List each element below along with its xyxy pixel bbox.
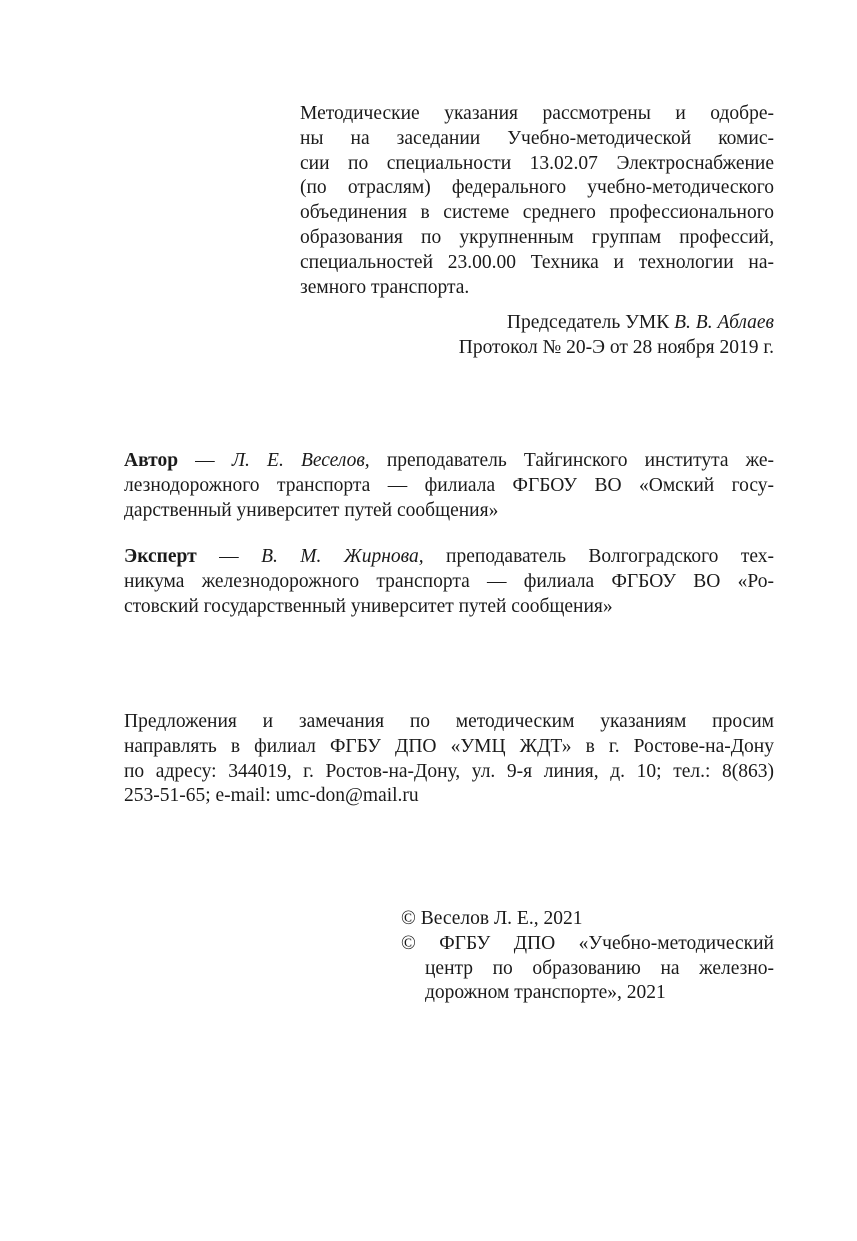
approval-line: ны на заседании Учебно-методической комис- [300,127,774,149]
contacts-line: направлять в филиал ФГБУ ДПО «УМЦ ЖДТ» в г. Ростове-на-Дону [124,735,774,757]
approval-line: образования по укрупненным группам профессий, [300,226,774,248]
expert-line [124,545,774,570]
expert-line1-text: преподаватель Волгоградского тех- [423,546,775,567]
author-line: дарственный университет путей сообщения» [124,499,499,521]
copyright-line: © ФГБУ ДПО «Учебно-методический [401,932,774,954]
contacts-line: 253-51-65; e-mail: umc-don@mail.ru [124,785,419,807]
author-line: лезнодорожного транспорта — филиала ФГБОУ ВО «Омский госу- [124,474,774,496]
expert-line: стовский государственный университет путей сообщения» [124,595,613,617]
author-block [124,449,774,523]
chair-line [300,311,774,336]
chair-title: Председатель УМК [506,312,670,333]
author-role: Автор [124,450,179,471]
expert-role: Эксперт [124,546,197,567]
author-line [124,449,774,474]
expert-block [124,545,774,619]
chair-name: В. В. Аблаев [674,312,774,333]
copyright-block [401,907,774,1006]
author-line1-text: преподаватель Тайгинского института же- [369,450,774,471]
approval-line: Методические указания рассмотрены и одобре- [300,103,774,124]
expert-dash: — [196,546,262,567]
author-name: Л. Е. Веселов, [231,450,370,471]
copyright-line: центр по образованию на железно- [425,957,774,979]
author-dash: — [178,450,232,471]
approval-line: сии по специальности 13.02.07 Электроснабжение [300,152,774,174]
contacts-line: Предложения и замечания по методическим указаниям просим [124,711,774,732]
approval-line: объединения в системе среднего профессионального [300,202,774,224]
expert-name: В. М. Жирнова, [261,546,424,567]
expert-line: никума железнодорожного транспорта — филиала ФГБОУ ВО «Ро- [124,570,774,592]
approval-line: специальностей 23.00.00 Техника и технологии на- [300,251,774,273]
protocol-line: Протокол № 20-Э от 28 ноября 2019 г. [458,336,774,358]
approval-line: (по отраслям) федерального учебно-методического [300,177,774,199]
copyright-line: дорожном транспорте», 2021 [425,982,666,1004]
chair-signature [300,311,774,361]
approval-line: земного транспорта. [300,276,470,298]
approval-note [300,102,774,300]
copyright-line: © Веселов Л. Е., 2021 [401,908,583,929]
contacts-note [124,710,774,809]
contacts-line: по адресу: 344019, г. Ростов-на-Дону, ул. 9-я линия, д. 10; тел.: 8(863) [124,760,774,782]
